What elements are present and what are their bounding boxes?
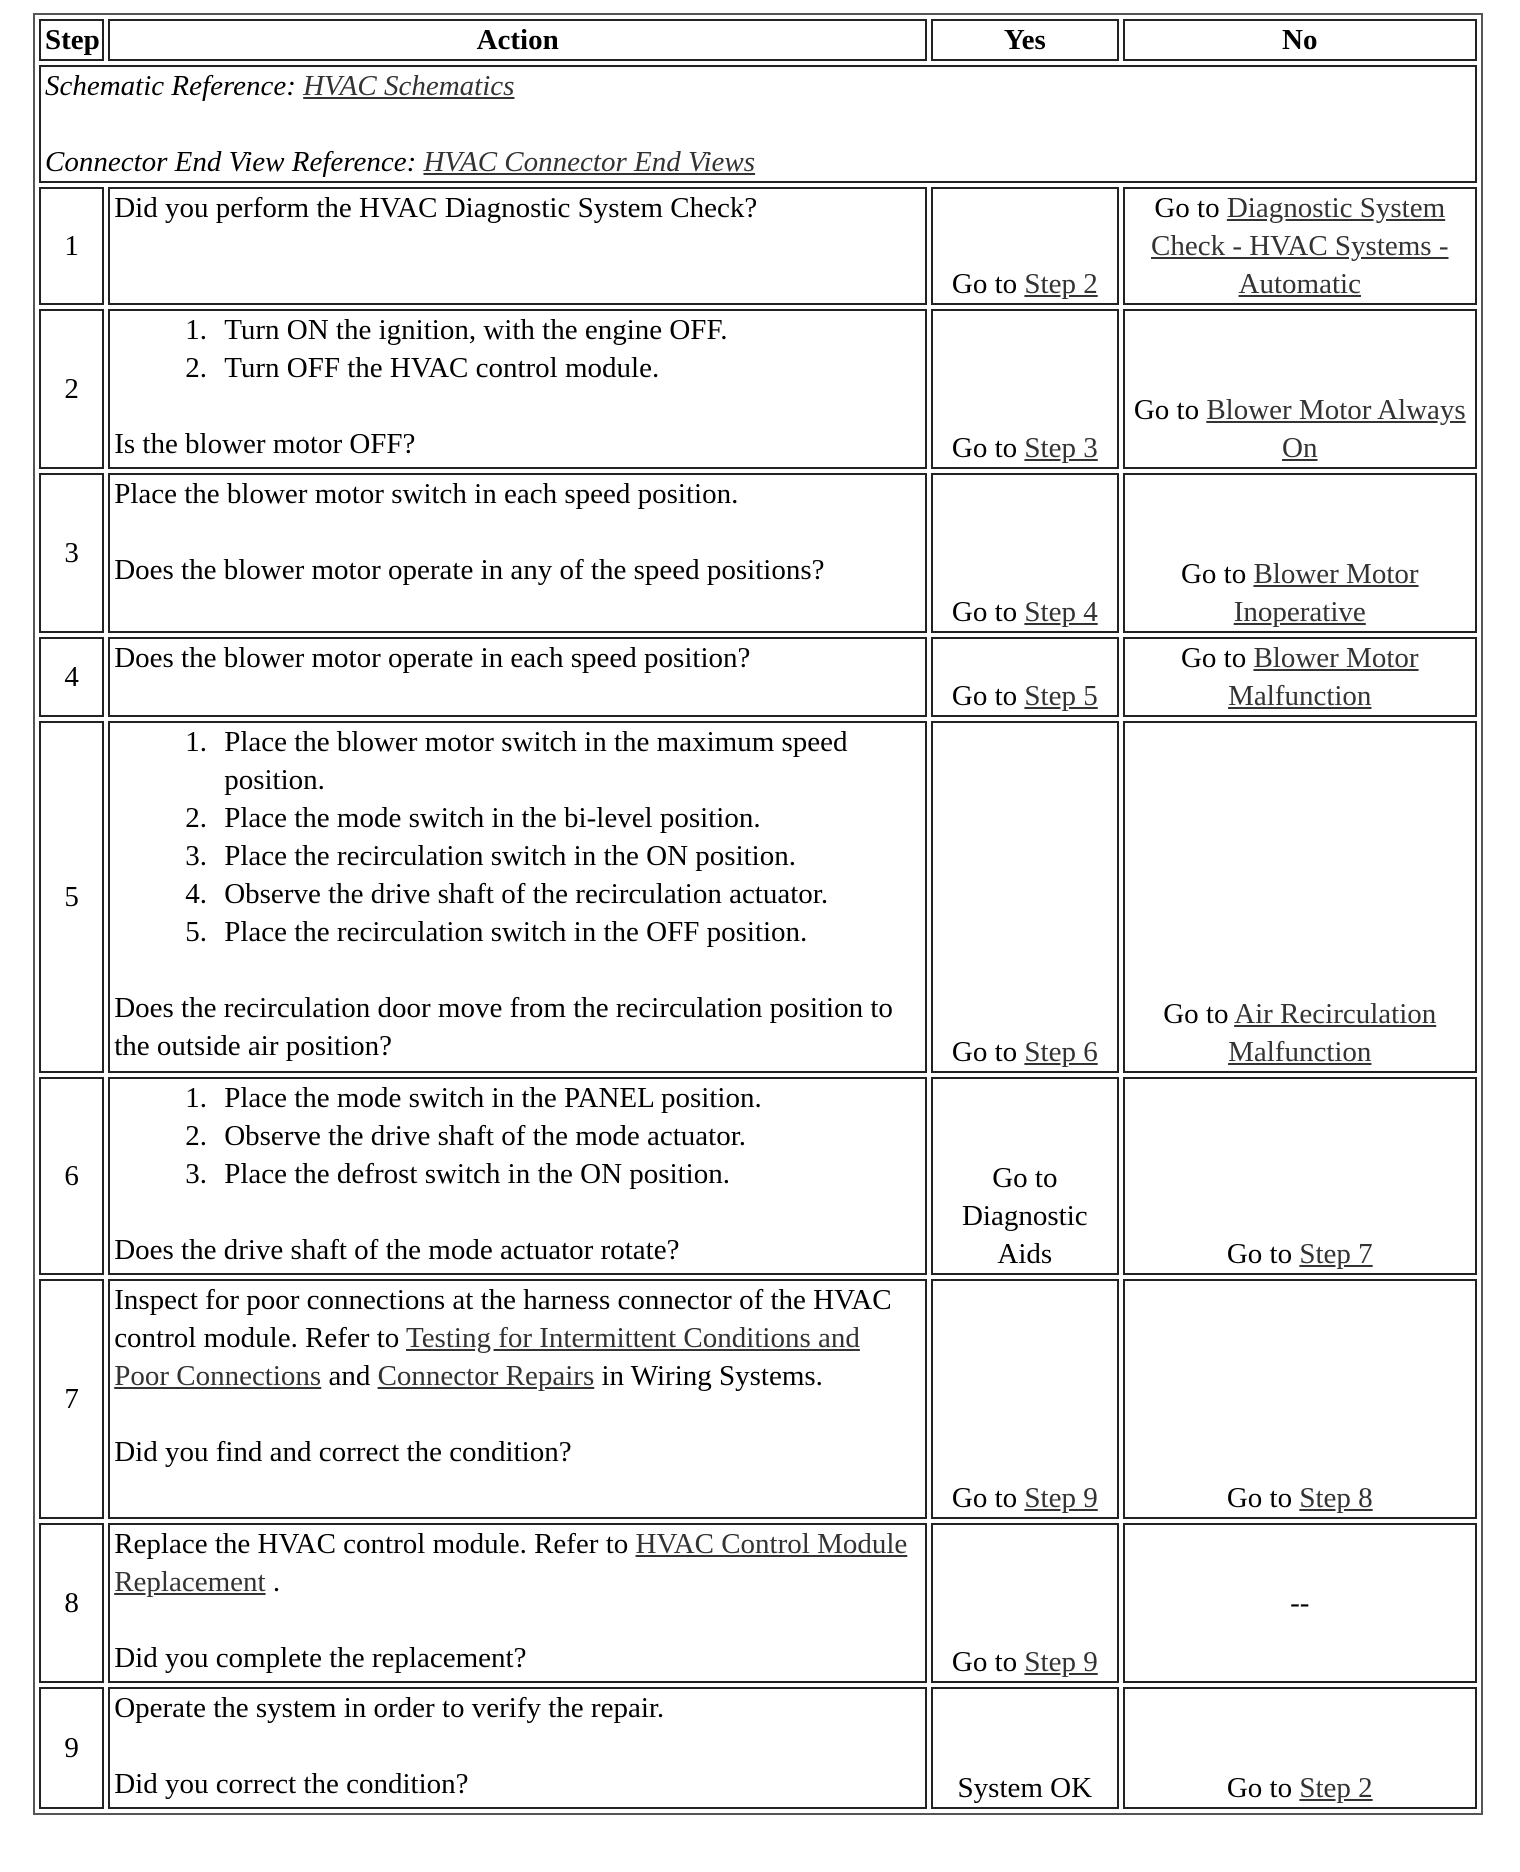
no-cell <box>1123 1279 1477 1519</box>
no-cell <box>1123 187 1477 305</box>
step-9-link[interactable]: Step 9 <box>1024 1646 1098 1678</box>
action-question: Does the blower motor operate in any of the speed positions? <box>114 554 825 586</box>
hvac-connector-end-views-link[interactable]: HVAC Connector End Views <box>423 146 756 178</box>
action-cell <box>108 637 927 717</box>
header-no: No <box>1123 19 1477 61</box>
connector-reference <box>45 143 1471 181</box>
go-to-text: Go to <box>951 432 1025 464</box>
step-number: 2 <box>39 309 104 469</box>
go-to-text: Go to <box>951 680 1025 712</box>
yes-cell <box>931 721 1118 1073</box>
go-to-text: Go to <box>951 1482 1025 1514</box>
step-8-link[interactable]: Step 8 <box>1299 1482 1373 1514</box>
action-cell <box>108 187 927 305</box>
go-to-text: Go to <box>951 1646 1025 1678</box>
step-number: 4 <box>39 637 104 717</box>
diagnostic-system-check-link[interactable]: Diagnostic System Check - HVAC Systems - Automatic <box>1150 192 1449 300</box>
blower-motor-malfunction-link[interactable]: Blower Motor Malfunction <box>1228 642 1419 712</box>
air-recirculation-malfunction-link[interactable]: Air Recirculation Malfunction <box>1228 998 1437 1068</box>
action-cell <box>108 721 927 1073</box>
system-ok-text: System OK <box>957 1772 1093 1804</box>
action-steps-list <box>114 723 921 951</box>
reference-cell <box>39 65 1477 183</box>
hvac-control-module-replacement-link[interactable]: HVAC Control Module Replacement <box>114 1528 908 1598</box>
instruction-text: . <box>265 1566 281 1598</box>
action-question: Did you complete the replacement? <box>114 1642 527 1674</box>
action-step: 3. Place the recirculation switch in the ON position. <box>214 837 921 875</box>
action-step: 2. Place the mode switch in the bi-level position. <box>214 799 921 837</box>
connector-reference-label: Connector End View Reference: <box>45 146 424 178</box>
table-row <box>39 1077 1477 1275</box>
table-row <box>39 1523 1477 1683</box>
schematic-reference <box>45 67 1471 105</box>
go-to-text: Go to <box>1180 558 1254 590</box>
instruction-text: Inspect for poor connections at the harness connector of the HVAC control module. Refer to <box>114 1284 892 1354</box>
go-to-text: Go to <box>1180 642 1254 674</box>
action-instruction: Operate the system in order to verify the repair. <box>114 1692 665 1724</box>
table-row <box>39 309 1477 469</box>
step-9-link[interactable]: Step 9 <box>1024 1482 1098 1514</box>
step-number: 3 <box>39 473 104 633</box>
yes-cell <box>931 473 1118 633</box>
step-number: 8 <box>39 1523 104 1683</box>
action-question: Does the recirculation door move from the recirculation position to the outside air position? <box>114 992 893 1062</box>
step-number: 5 <box>39 721 104 1073</box>
step-number: 1 <box>39 187 104 305</box>
action-cell <box>108 1523 927 1683</box>
schematic-reference-label: Schematic Reference: <box>45 70 304 102</box>
header-step: Step <box>39 19 104 61</box>
diagnostic-table <box>33 13 1483 1815</box>
action-step: 4. Observe the drive shaft of the recirculation actuator. <box>214 875 921 913</box>
go-to-text: Go to <box>1163 998 1235 1030</box>
no-cell <box>1123 473 1477 633</box>
action-question: Is the blower motor OFF? <box>114 428 416 460</box>
table-row <box>39 637 1477 717</box>
table-row <box>39 1279 1477 1519</box>
hvac-schematics-link[interactable]: HVAC Schematics <box>303 70 515 102</box>
step-5-link[interactable]: Step 5 <box>1024 680 1098 712</box>
go-to-text: Go to <box>1226 1482 1300 1514</box>
table-row <box>39 1687 1477 1809</box>
action-question: Did you correct the condition? <box>114 1768 469 1800</box>
header-yes: Yes <box>931 19 1118 61</box>
action-cell <box>108 1077 927 1275</box>
action-step: 1. Turn ON the ignition, with the engine OFF. <box>214 311 921 349</box>
yes-cell <box>931 187 1118 305</box>
step-3-link[interactable]: Step 3 <box>1024 432 1098 464</box>
testing-intermittent-conditions-link[interactable]: Testing for Intermittent Conditions and Poor Connections <box>114 1322 860 1392</box>
action-step: 1. Place the blower motor switch in the maximum speed position. <box>214 723 921 799</box>
action-question: Does the blower motor operate in each speed position? <box>114 642 751 674</box>
go-to-diagnostic-aids-text: Go to Diagnostic Aids <box>961 1162 1088 1270</box>
action-cell <box>108 309 927 469</box>
no-cell <box>1123 1077 1477 1275</box>
table-row <box>39 473 1477 633</box>
blower-motor-inoperative-link[interactable]: Blower Motor Inoperative <box>1233 558 1419 628</box>
instruction-text: and <box>321 1360 378 1392</box>
go-to-text: Go to <box>1154 192 1227 224</box>
reference-row <box>39 65 1477 183</box>
instruction-text: in Wiring Systems. <box>594 1360 823 1392</box>
yes-cell <box>931 1687 1118 1809</box>
action-instruction <box>114 1525 921 1601</box>
yes-cell <box>931 1077 1118 1275</box>
no-cell <box>1123 721 1477 1073</box>
not-applicable-text: -- <box>1290 1587 1310 1619</box>
step-7-link[interactable]: Step 7 <box>1299 1238 1373 1270</box>
connector-repairs-link[interactable]: Connector Repairs <box>377 1360 595 1392</box>
step-4-link[interactable]: Step 4 <box>1024 596 1098 628</box>
no-cell <box>1123 309 1477 469</box>
header-action: Action <box>108 19 927 61</box>
go-to-text: Go to <box>1133 394 1207 426</box>
step-number: 9 <box>39 1687 104 1809</box>
yes-cell <box>931 1523 1118 1683</box>
go-to-text: Go to <box>951 268 1025 300</box>
yes-cell <box>931 309 1118 469</box>
action-question: Did you find and correct the condition? <box>114 1436 572 1468</box>
table-row <box>39 187 1477 305</box>
table-row <box>39 721 1477 1073</box>
yes-cell <box>931 637 1118 717</box>
go-to-text: Go to <box>951 596 1025 628</box>
action-cell <box>108 473 927 633</box>
step-number: 6 <box>39 1077 104 1275</box>
step-number: 7 <box>39 1279 104 1519</box>
blower-motor-always-on-link[interactable]: Blower Motor Always On <box>1206 394 1466 464</box>
action-step: 2. Turn OFF the HVAC control module. <box>214 349 921 387</box>
action-instruction: Place the blower motor switch in each speed position. <box>114 478 739 510</box>
header-row <box>39 19 1477 61</box>
action-question: Does the drive shaft of the mode actuator rotate? <box>114 1234 680 1266</box>
go-to-text: Go to <box>1226 1238 1300 1270</box>
go-to-text: Go to <box>951 1036 1025 1068</box>
action-steps-list <box>114 1079 921 1193</box>
action-instruction <box>114 1281 921 1395</box>
action-step: 2. Observe the drive shaft of the mode actuator. <box>214 1117 921 1155</box>
step-2-link[interactable]: Step 2 <box>1299 1772 1373 1804</box>
go-to-text: Go to <box>1226 1772 1300 1804</box>
yes-cell <box>931 1279 1118 1519</box>
no-cell <box>1123 1523 1477 1683</box>
action-steps-list <box>114 311 921 387</box>
action-cell <box>108 1687 927 1809</box>
action-step: 5. Place the recirculation switch in the OFF position. <box>214 913 921 951</box>
action-step: 1. Place the mode switch in the PANEL position. <box>214 1079 921 1117</box>
instruction-text: Replace the HVAC control module. Refer to <box>114 1528 636 1560</box>
action-step: 3. Place the defrost switch in the ON position. <box>214 1155 921 1193</box>
step-2-link[interactable]: Step 2 <box>1024 268 1098 300</box>
action-cell <box>108 1279 927 1519</box>
no-cell <box>1123 637 1477 717</box>
step-6-link[interactable]: Step 6 <box>1024 1036 1098 1068</box>
action-question: Did you perform the HVAC Diagnostic System Check? <box>114 192 758 224</box>
no-cell <box>1123 1687 1477 1809</box>
